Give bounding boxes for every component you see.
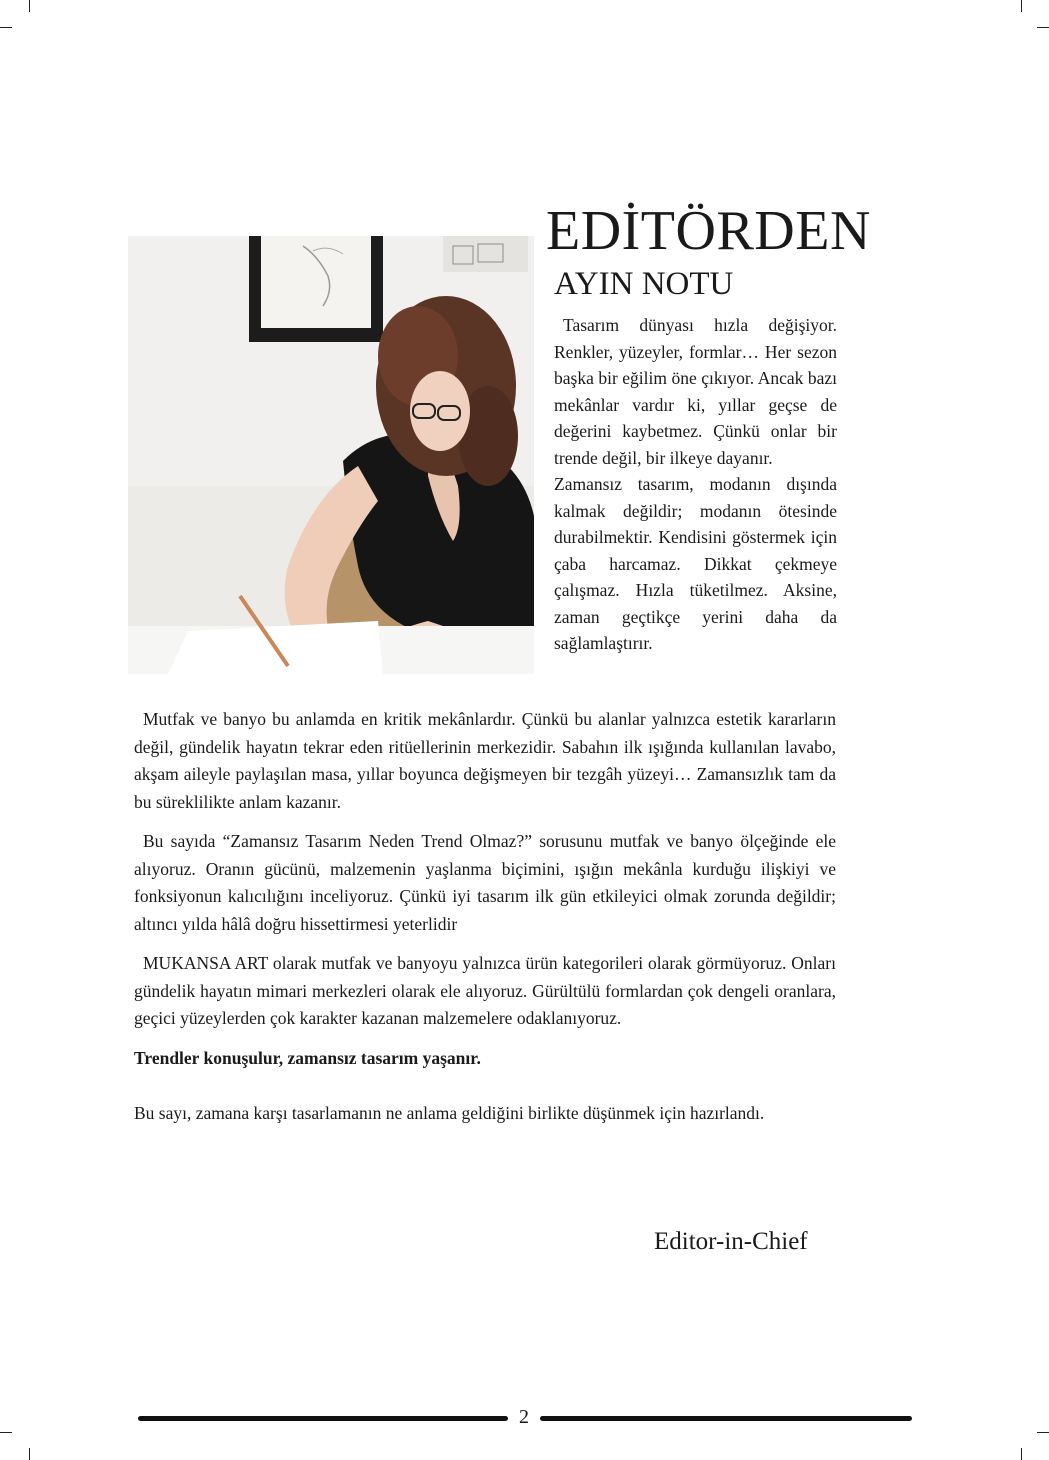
body-bold-line: Trendler konuşulur, zamansız tasarım yaşanır.	[134, 1047, 481, 1068]
body-paragraph-1: Mutfak ve banyo bu anlamda en kritik mekânlardır. Çünkü bu alanlar yalnızca estetik kararların değil, gündelik hayatın tekrar eden ritüellerinin merkezidir. Sabahın ilk ışığında kullanılan lavabo, akşam aileyle paylaşılan masa, yıllar boyunca değişmeyen bir tezgâh yüzeyi… Zamansızlık tam da bu süreklilikte anlam kazanır.	[134, 709, 836, 812]
portrait-illustration	[128, 236, 534, 674]
crop-mark-top-left	[29, 0, 30, 12]
body-paragraph-3: MUKANSA ART olarak mutfak ve banyoyu yalnızca ürün kategorileri olarak görmüyoruz. Onları gündelik hayatın mimari merkezleri olarak ele alıyoruz. Gürültülü formlardan çok dengeli oranlara, geçici yüzeylerden çok karakter kazanan malzemelere odaklanıyoruz.	[134, 953, 836, 1028]
crop-mark-bottom-left-h	[0, 1432, 12, 1433]
crop-mark-bottom-left	[29, 1448, 30, 1460]
side-paragraph-2: Zamansız tasarım, modanın dışında kalmak değildir; modanın ötesinde durabilmektir. Kendisini göstermek için çaba harcamaz. Dikkat çekmeye çalışmaz. Hızla tüketilmez. Aksine, zaman geçtikçe yerini daha da sağlamlaştırır.	[554, 474, 837, 653]
crop-mark-bottom-right	[1021, 1448, 1022, 1460]
crop-mark-bottom-right-h	[1037, 1432, 1049, 1433]
signature: Editor-in-Chief	[654, 1228, 808, 1255]
side-column	[554, 312, 837, 657]
main-text	[134, 706, 836, 1140]
page-title: EDİTÖRDEN	[546, 200, 871, 262]
footer-rule-right	[540, 1416, 912, 1421]
editor-portrait-image	[128, 236, 534, 674]
page-subtitle: AYIN NOTU	[554, 266, 734, 302]
crop-mark-top-left-h	[0, 27, 12, 28]
footer-rule-left	[138, 1416, 508, 1421]
body-paragraph-2: Bu sayıda “Zamansız Tasarım Neden Trend Olmaz?” sorusunu mutfak ve banyo ölçeğinde ele alıyoruz. Oranın gücünü, malzemenin yaşlanma biçimini, ışığın mekânla kurduğu ilişkiyi ve fonksiyonun kalıcılığını inceliyoruz. Çünkü iyi tasarım ilk gün etkileyici olmak zorunda değildir; altıncı yılda hâlâ doğru hissettirmesi yeterlidir	[134, 831, 836, 934]
body-paragraph-4: Bu sayı, zamana karşı tasarlamanın ne anlama geldiğini birlikte düşünmek için hazırlandı.	[134, 1103, 765, 1123]
crop-mark-top-right	[1021, 0, 1022, 12]
page-number: 2	[519, 1406, 529, 1428]
crop-mark-top-right-h	[1037, 27, 1049, 28]
side-paragraph-1: Tasarım dünyası hızla değişiyor. Renkler, yüzeyler, formlar… Her sezon başka bir eğilim öne çıkıyor. Ancak bazı mekânlar vardır ki, yıllar geçse de değerini kaybetmez. Çünkü onlar bir trende değil, bir ilkeye dayanır.	[554, 315, 837, 468]
